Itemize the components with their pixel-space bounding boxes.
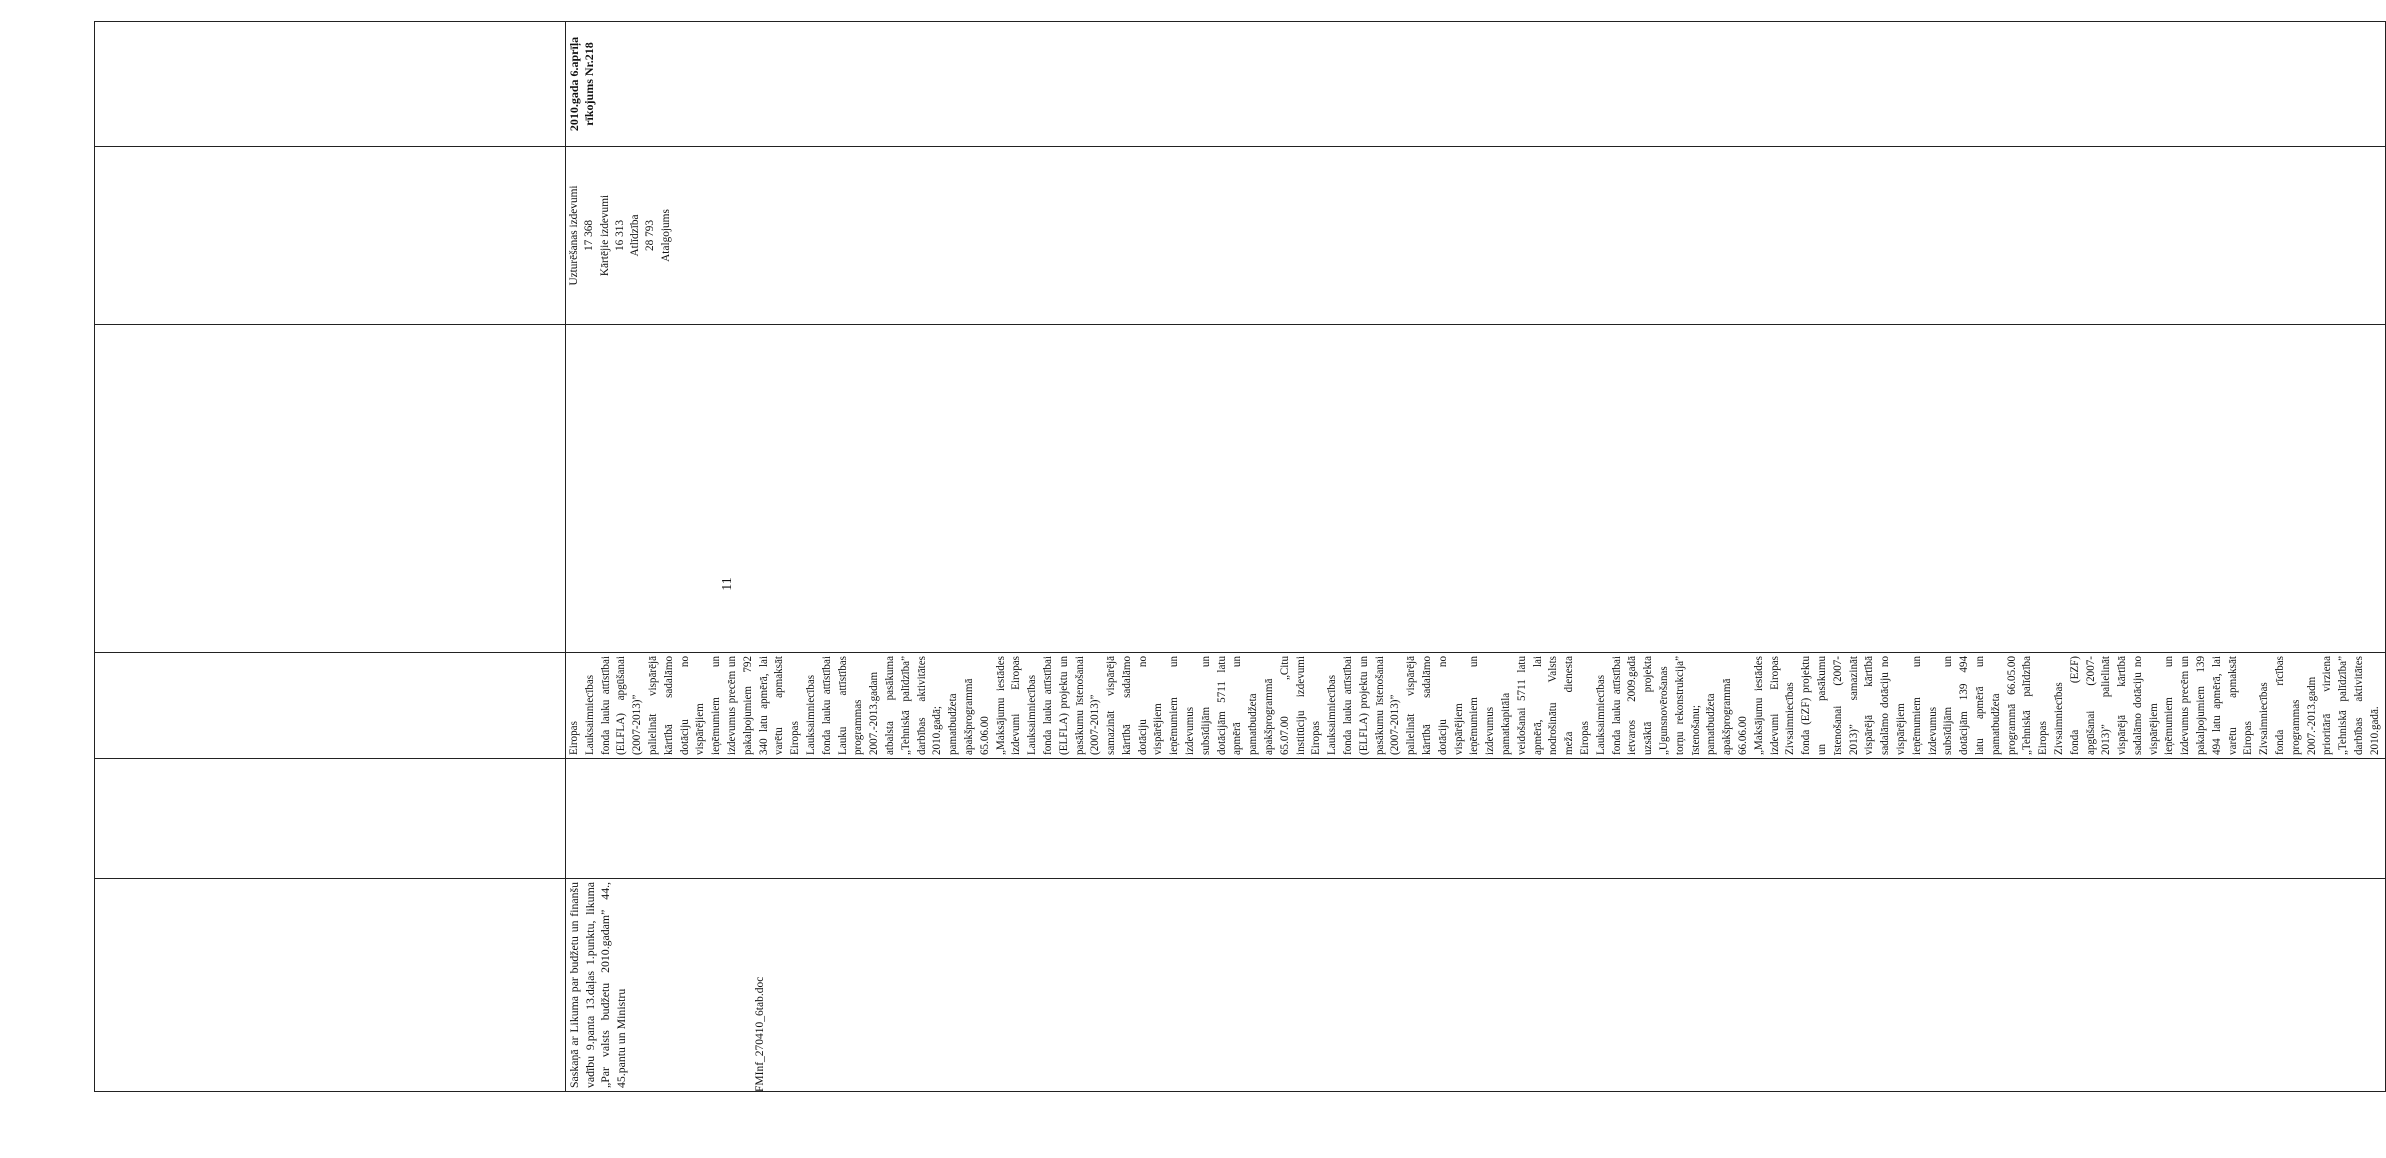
page-number: 11 [720,577,735,591]
expense-value: 28 793 [644,219,657,252]
order-date-text: 2010.gada 6.aprīļa rīkojums Nr.218 [567,36,596,132]
cell-top-5 [95,147,566,325]
empty-cell-a [566,759,2386,879]
table-row-bottom [566,22,2386,1092]
description-paragraph-3: pamatbudžeta apakšprogrammā 66.06.00 „Maksājumu iestādes izdevumi Eiropas Zivsaimniecības fonda (EZF) projektu un pasākumu īstenošanai (2007-2013)” samazināt vispārējā kārtībā sadalāmo dotāciju no vispārējiem ieņēmumiem un izdevumus subsīdijām un dotācijām 139 494 latu apmērā un pamatbudžeta programmā 66.05.00 „Tehniskā palīdzība Eiropas Zivsaimniecības fonda (EZF) apgūšanai (2007-2013)” palielināt vispārējā kārtībā sadalāmo dotāciju no vispārējiem ieņēmumiem un izdevumus precēm un pakalpojumiem 139 494 latu apmērā, lai varētu apmaksāt Eiropas Zivsaimniecības fonda rīcības programmas 2007.-2013.gadm prioritārā virziena „Tehniskā palīdzība” darbības aktivitātes 2010.gadā. [1705,656,2381,755]
expense-label: Atlīdzība [629,214,642,257]
cell-top-4 [95,325,566,653]
footer-filename: FMInf_270410_6tab.doc [754,976,766,1092]
description-paragraph-1: Eiropas Lauksaimniecības fonda lauku attīstībai (ELFLA) apgūšanai (2007-2013)” palielināt vispārējā kārtībā sadalāmo dotāciju no vispārējiem ieņēmumiem un izdevumus precēm un pakalpojumiem 792 340 latu apmērā, lai varētu apmaksāt Eiropas Lauksaimniecības fonda lauku attīstībai Lauku attīstības programmas 2007.-2013.gadam atbalsta pasākuma „Tehniskā palīdzība” darbības aktivitātes 2010.gadā; [568,656,944,755]
order-date-cell [566,22,2386,147]
cell-top-3 [95,653,566,759]
expense-amounts-cell [566,147,2386,325]
expense-label: Atalgojums [659,209,672,262]
legal-reference-cell [566,879,2386,1092]
expense-value: 17 368 [583,219,596,252]
empty-cell-b [566,325,2386,653]
expense-label: Kārtējie izdevumi [598,194,611,277]
legal-reference-text: Saskaņā ar Likuma par budžetu un finanšu vadību 9.panta 13.daļas 1.punktu, likuma „Par valsts budžetu 2010.gadam” 44., 45.pantu un Ministru [567,882,628,1088]
description-cell [566,653,2386,759]
rotated-page [94,22,2381,1092]
cell-top-1 [95,879,566,1092]
cell-top-2 [95,759,566,879]
expense-label: Uzturēšanas izdevumi [568,185,580,286]
description-paragraph-2: pamatbudžeta apakšprogrammā 65.06.00 „Maksājumu iestādes izdevumi Eiropas Lauksaimniecības fonda lauku attīstībai (ELFLA) projektu un pasākumu īstenošanai (2007-2013)” samazināt vispārējā kārtībā sadalāmo dotāciju no vispārējiem ieņēmumiem un izdevumus subsīdijām un dotācijām 5711 latu apmērā un pamatbudžeta apakšprogrammā 65.07.00 „Citu institūciju izdevumi Eiropas Lauksaimniecības fonda lauku attīstībai (ELFLA) projektu un pasākumu īstenošanai (2007-2013)” palielināt vispārējā kārtībā sadalāmo dotāciju no vispārējiem ieņēmumiem un izdevumus pamatkapitāla veidošanai 5711 latu apmērā, lai nodrošinātu Valsts meža dienesta Eiropas Lauksaimniecības fonda lauku attīstībai ietvaros 2009.gadā uzsāktā projekta „Ugunsnovērošanas torņu rekonstrukcija” īstenošanu; [947,656,1702,755]
document-table [94,21,2386,1092]
expense-value: 16 313 [613,219,626,252]
table-row-top [95,22,566,1092]
cell-top-6 [95,22,566,147]
